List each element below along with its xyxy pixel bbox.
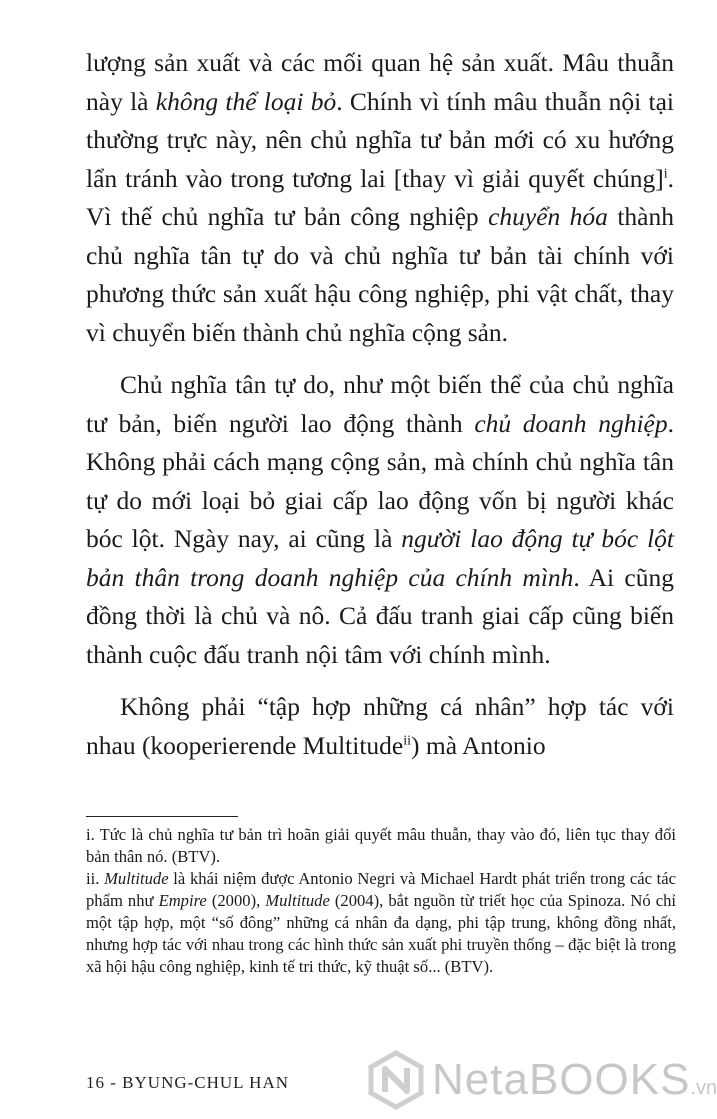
footnote-separator [86,816,238,817]
text-run: (2000), [206,891,266,910]
emphasis-text: người lao động tự bóc lột bản thân trong doanh nghiệp của chính mình [86,524,674,592]
emphasis-text: không thể loại bỏ [155,86,337,116]
text-run: . Ai cũng đồng thời là chủ và nô. Cả đấu tranh giai cấp cũng biến thành cuộc đấu tranh nội tâm với chính mình. [86,562,674,669]
text-run: ii. [86,869,105,888]
footer-separator: - [110,1073,117,1092]
footnote [86,868,676,978]
text-run: lượng sản xuất và các mối quan hệ sản xuất. Mâu thuẫn này là [86,48,674,116]
footnote-marker: ii [403,733,412,748]
text-run: . Không phải cách mạng cộng sản, mà chính chủ nghĩa tân tự do mới loại bỏ giai cấp lao động vốn bị người khác bóc lột. Ngày nay, ai cũng là [86,408,674,553]
watermark-suffix: .vn [690,1077,717,1099]
paragraph [86,44,674,352]
text-run: Chủ nghĩa tân tự do, như một biến thể của chủ nghĩa tư bản, biến người lao động thành [86,370,674,438]
text-run: là khái niệm được Antonio Negri và Michael Hardt phát triển trong các tác phẩm như [86,869,676,910]
netabooks-logo-icon [366,1050,426,1110]
emphasis-text: Multitude [265,891,330,910]
text-run: . Vì thế chủ nghĩa tư bản công nghiệp [86,163,674,231]
text-run: Không phải “tập hợp những cá nhân” hợp tác với nhau (kooperierende Multitude [86,692,674,760]
footnote [86,824,676,868]
page-number: 16 [86,1073,105,1092]
footnotes [86,824,676,978]
author-name: BYUNG-CHUL HAN [122,1073,290,1092]
paragraph [86,366,674,674]
text-run: i. Tức là chủ nghĩa tư bản trì hoãn giải quyết mâu thuẫn, thay vào đó, liên tục thay đổi bản thân nó. (BTV). [86,825,676,866]
emphasis-text: Empire [158,891,207,910]
footnote-marker: i [663,166,668,181]
watermark-text [432,1054,717,1114]
body-text [86,44,674,779]
text-run: thành chủ nghĩa tân tự do và chủ nghĩa tư bản tài chính với phương thức sản xuất hậu công nghiệp, phi vật chất, thay vì chuyển biến thành chủ nghĩa cộng sản. [86,202,674,347]
watermark-brand: NetaBOOKS [432,1055,691,1104]
emphasis-text: chuyển hóa [488,202,608,231]
text-run: (2004), bắt nguồn từ triết học của Spinoza. Nó chỉ một tập hợp, một “số đông” những cá nhân đa dạng, phi tập trung, không đồng nhất, nhưng hợp tác với nhau trong các hình thức sản xuất phi truyền thống – đặc biệt là trong xã hội hậu công nghiệp, kinh tế tri thức, kỹ thuật số... (BTV). [86,891,676,976]
emphasis-text: chủ doanh nghiệp [474,408,668,438]
emphasis-text: Multitude [104,869,169,888]
text-run: ) mà Antonio [411,730,546,760]
page-footer [86,1073,289,1093]
paragraph [86,688,674,765]
watermark [366,1048,717,1114]
text-run: . Chính vì tính mâu thuẫn nội tại thường trực này, nên chủ nghĩa tư bản mới có xu hướng lẩn tránh vào trong tương lai [thay vì giải quyết chúng] [86,86,674,193]
